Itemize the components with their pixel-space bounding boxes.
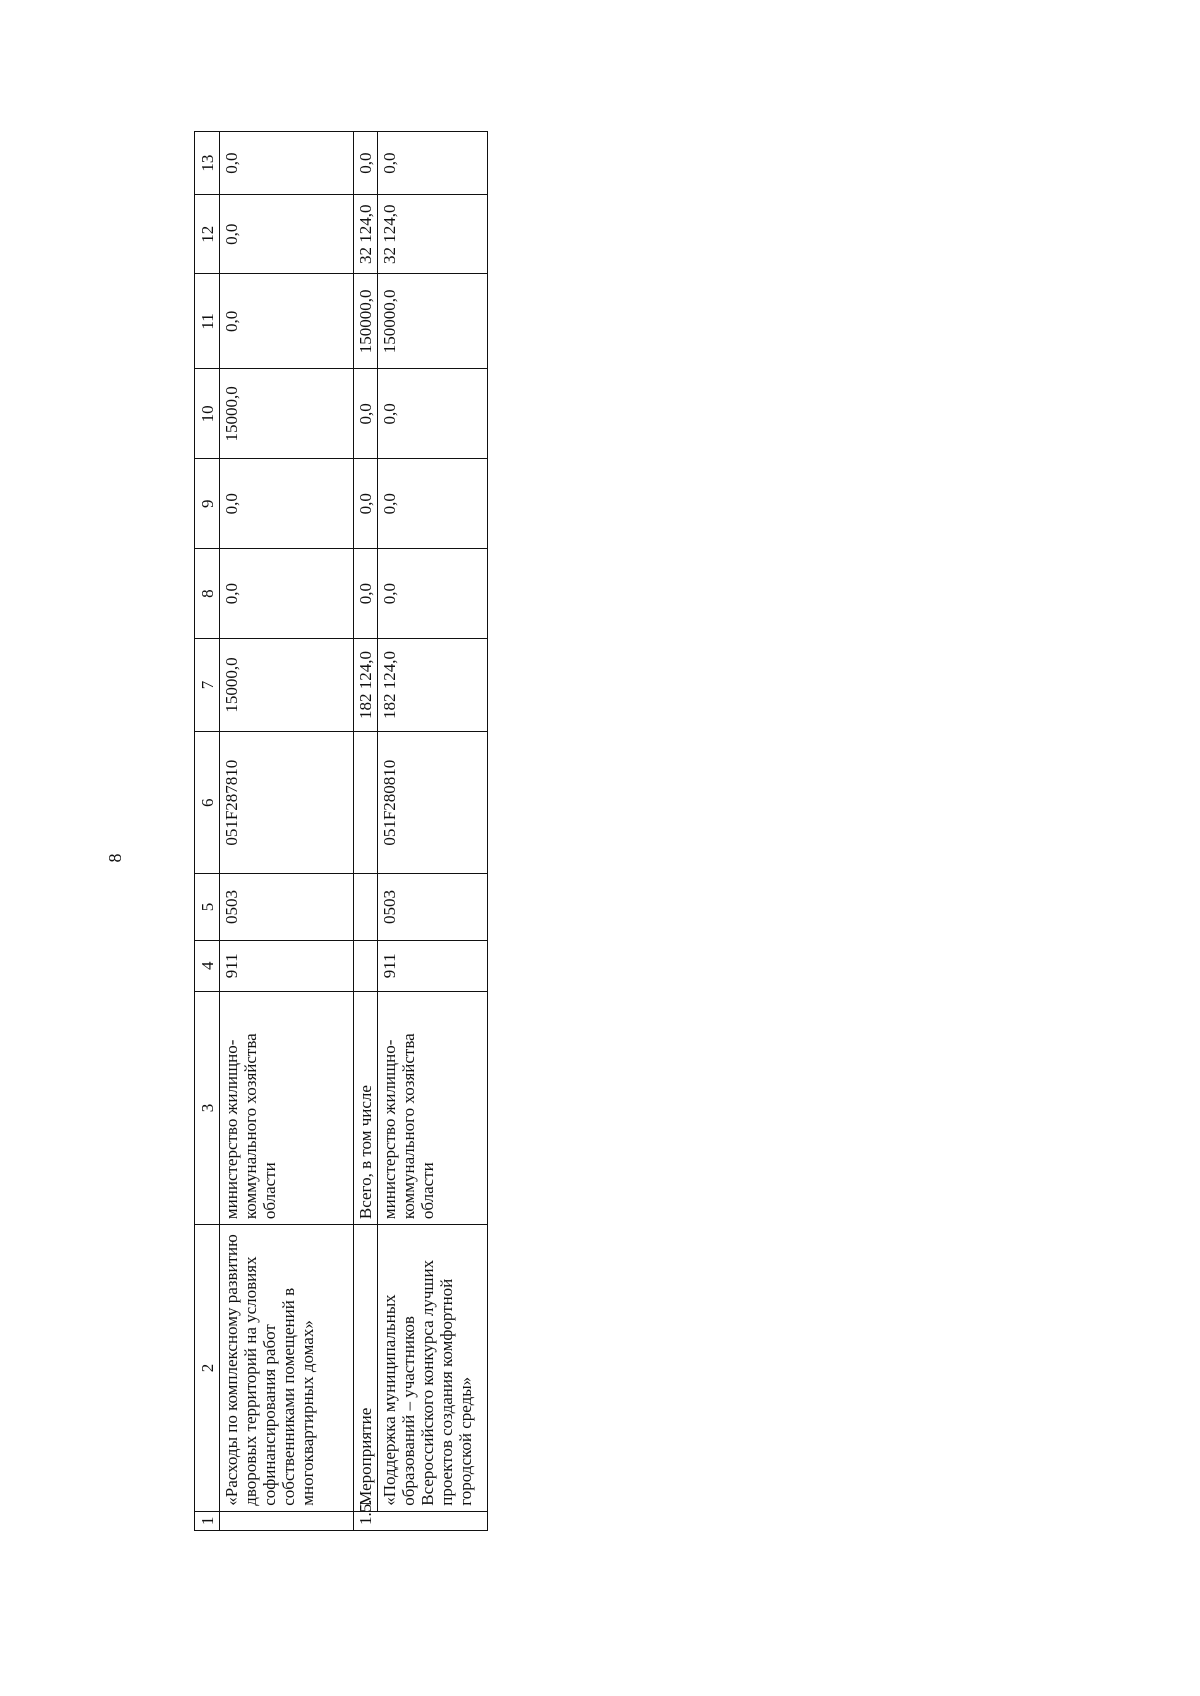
row1-code-4: 911 <box>220 940 354 991</box>
row1-value-13: 0,0 <box>220 132 354 195</box>
header-cell-7: 7 <box>195 639 220 732</box>
row2-total-value-8: 0,0 <box>354 549 378 639</box>
header-cell-1: 1 <box>195 1511 220 1530</box>
row1-value-8: 0,0 <box>220 549 354 639</box>
header-row <box>195 132 220 1531</box>
table-row <box>220 132 354 1531</box>
row2-value-13: 0,0 <box>378 132 488 195</box>
row2-total-code-6 <box>354 732 378 874</box>
header-cell-4: 4 <box>195 940 220 991</box>
row1-ministry: министерство жилищно-коммунального хозяйства области <box>220 991 354 1224</box>
row2-measure-name: «Поддержка муниципальных образований – участников Всероссийского конкурса лучших проектов создания комфортной городской среды» <box>378 1225 488 1512</box>
row1-number <box>220 1511 354 1530</box>
row2-value-7: 182 124,0 <box>378 639 488 732</box>
page-number: 8 <box>105 853 125 863</box>
header-cell-11: 11 <box>195 274 220 369</box>
row2-total-value-13: 0,0 <box>354 132 378 195</box>
budget-table <box>194 131 488 1531</box>
row1-value-7: 15000,0 <box>220 639 354 732</box>
row2-total-label: Всего, в том числе <box>354 991 378 1224</box>
row2-total-value-12: 32 124,0 <box>354 195 378 274</box>
row2-value-12: 32 124,0 <box>378 195 488 274</box>
row2-ministry: министерство жилищно-коммунального хозяйства области <box>378 991 488 1224</box>
row2-value-11: 150000,0 <box>378 274 488 369</box>
budget-table-wrapper <box>194 131 488 1531</box>
row1-value-11: 0,0 <box>220 274 354 369</box>
row1-code-6: 051F287810 <box>220 732 354 874</box>
row2-value-10: 0,0 <box>378 369 488 459</box>
row2-total-value-7: 182 124,0 <box>354 639 378 732</box>
header-cell-3: 3 <box>195 991 220 1224</box>
header-cell-13: 13 <box>195 132 220 195</box>
header-cell-9: 9 <box>195 459 220 549</box>
row1-expense-name: «Расходы по комплексному развитию дворовых территорий на условиях софинансирования работ собственниками помещений в многоквартирных домах» <box>220 1225 354 1512</box>
row2-total-code-4 <box>354 940 378 991</box>
row2-value-9: 0,0 <box>378 459 488 549</box>
row2-code-4: 911 <box>378 940 488 991</box>
header-cell-2: 2 <box>195 1225 220 1512</box>
header-cell-8: 8 <box>195 549 220 639</box>
row1-code-5: 0503 <box>220 874 354 940</box>
header-cell-6: 6 <box>195 732 220 874</box>
row2-code-5: 0503 <box>378 874 488 940</box>
row2-total-value-9: 0,0 <box>354 459 378 549</box>
row2-total-code-5 <box>354 874 378 940</box>
row2-value-8: 0,0 <box>378 549 488 639</box>
row1-value-10: 15000,0 <box>220 369 354 459</box>
header-cell-10: 10 <box>195 369 220 459</box>
row2-total-value-11: 150000,0 <box>354 274 378 369</box>
header-cell-5: 5 <box>195 874 220 940</box>
row2-code-6: 051F280810 <box>378 732 488 874</box>
header-cell-12: 12 <box>195 195 220 274</box>
row2-total-value-10: 0,0 <box>354 369 378 459</box>
table-row <box>354 132 378 1531</box>
row2-number: 1.5. <box>354 1511 488 1530</box>
table-row <box>378 132 488 1531</box>
row1-value-12: 0,0 <box>220 195 354 274</box>
row2-type: Мероприятие <box>354 1225 378 1512</box>
row1-value-9: 0,0 <box>220 459 354 549</box>
